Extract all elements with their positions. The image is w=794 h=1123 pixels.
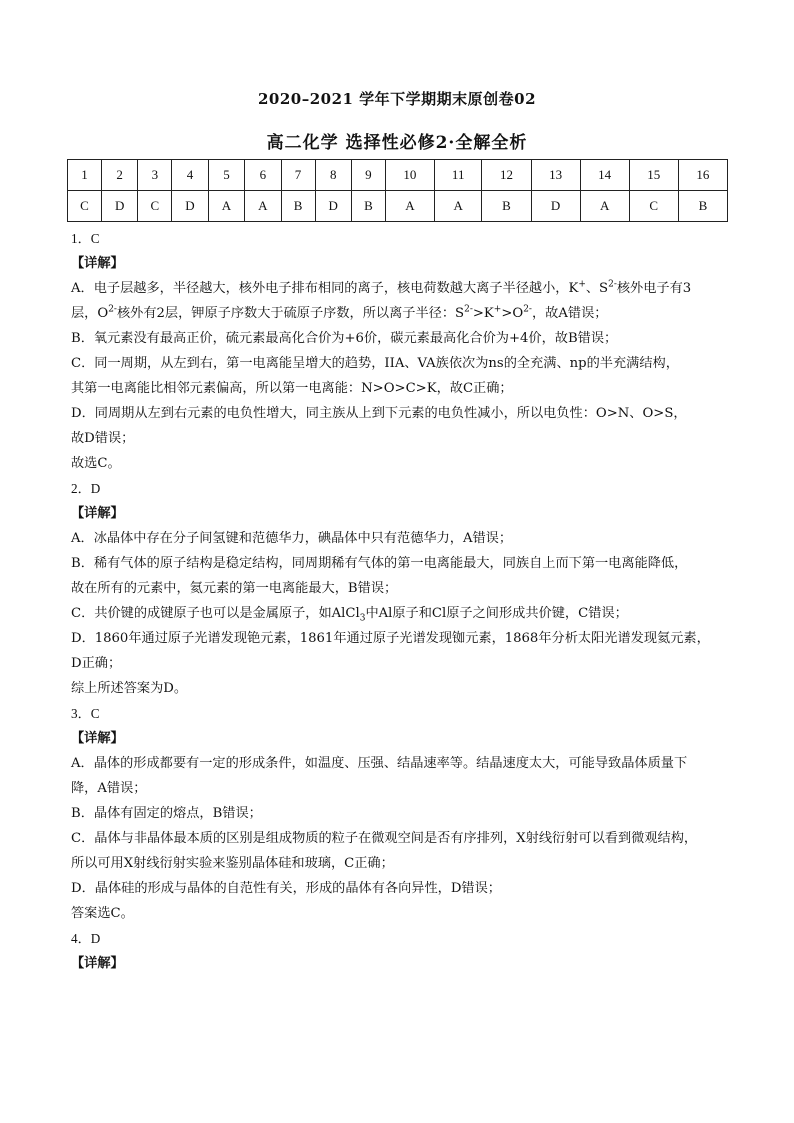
question-number: 3．C [71, 706, 100, 721]
table-cell-number: 5 [208, 160, 244, 191]
question-number: 4．D [71, 931, 101, 946]
solutions-body [71, 226, 731, 976]
table-cell-answer: B [482, 191, 531, 222]
table-cell-answer: D [531, 191, 580, 222]
solution-line: 所以可用X射线衍射实验来鉴别晶体硅和玻璃，C正确； [71, 856, 394, 871]
solution-line: B．晶体有固定的熔点，B错误； [71, 806, 262, 821]
detail-label: 【详解】 [71, 256, 124, 271]
conclusion-line: 综上所述答案为D。 [71, 681, 188, 696]
table-cell-answer: A [580, 191, 629, 222]
solution-line: 其第一电离能比相邻元素偏高，所以第一电离能：N>O>C>K，故C正确； [71, 381, 513, 396]
answer-table-numbers-row [68, 160, 728, 191]
table-cell-answer: A [385, 191, 434, 222]
text-run: >O [501, 306, 524, 321]
table-cell-number: 13 [531, 160, 580, 191]
solution-line: D．同周期从左到右元素的电负性增大，同主族从上到下元素的电负性减小，所以电负性：O>N、O>S， [71, 406, 687, 421]
table-cell-answer: B [281, 191, 315, 222]
superscript: + [493, 304, 502, 315]
solution-line: A．冰晶体中存在分子间氢键和范德华力，碘晶体中只有范德华力，A错误； [71, 531, 513, 546]
solution-line: B．稀有气体的原子结构是稳定结构，同周期稀有气体的第一电离能最大，同族自上而下第一电离能降低， [71, 556, 688, 571]
table-cell-answer: B [678, 191, 727, 222]
table-cell-answer: C [138, 191, 172, 222]
solution-line: D正确； [71, 656, 122, 671]
text-run: 、S [585, 281, 609, 296]
solution-line [71, 276, 731, 301]
exam-title: 2020–2021 学年下学期期末原创卷02 [257, 90, 537, 108]
solution-line: 故D错误； [71, 431, 135, 446]
detail-label: 【详解】 [71, 956, 124, 971]
table-cell-answer: D [315, 191, 351, 222]
table-cell-number: 11 [434, 160, 481, 191]
table-cell-number: 14 [580, 160, 629, 191]
table-cell-answer: A [208, 191, 244, 222]
table-cell-number: 10 [385, 160, 434, 191]
superscript: 2- [608, 279, 617, 290]
table-cell-number: 1 [68, 160, 102, 191]
table-cell-answer: B [351, 191, 385, 222]
text-run: 层，O [71, 306, 109, 321]
answer-table [67, 159, 728, 222]
solution-line: C．同一周期，从左到右，第一电离能呈增大的趋势，IIA、VA族依次为ns的全充满、np的半充满结构， [71, 356, 679, 371]
text-run: 核外有2层，钾原子序数大于硫原子序数，所以离子半径：S [116, 306, 465, 321]
solution-line: D．晶体硅的形成与晶体的自范性有关，形成的晶体有各向异性，D错误； [71, 881, 501, 896]
text-run: A．电子层越多，半径越大，核外电子排布相同的离子，核电荷数越大离子半径越小，K [71, 281, 579, 296]
table-cell-answer: A [245, 191, 281, 222]
table-cell-number: 2 [101, 160, 137, 191]
detail-label: 【详解】 [71, 731, 124, 746]
detail-label: 【详解】 [71, 506, 124, 521]
question-number: 2．D [71, 481, 101, 496]
text-run: C．共价键的成键原子也可以是金属原子，如AlCl [71, 606, 360, 621]
superscript: 2- [108, 304, 117, 315]
solution-line: B．氧元素没有最高正价，硫元素最高化合价为+6价，碳元素最高化合价为+4价，故B错误； [71, 331, 618, 346]
solution-line: D．1860年通过原子光谱发现铯元素，1861年通过原子光谱发现铷元素，1868年分析太阳光谱发现氦元素， [71, 631, 710, 646]
solution-line: 降，A错误； [71, 781, 147, 796]
table-cell-number: 4 [172, 160, 208, 191]
table-cell-answer: C [629, 191, 678, 222]
table-cell-answer: A [434, 191, 481, 222]
text-run: 核外电子有3 [616, 281, 692, 296]
question-number: 1．C [71, 231, 100, 246]
table-cell-number: 8 [315, 160, 351, 191]
superscript: 2- [523, 304, 532, 315]
conclusion-line: 答案选C。 [71, 906, 134, 921]
table-cell-number: 15 [629, 160, 678, 191]
table-cell-answer: C [68, 191, 102, 222]
table-cell-number: 9 [351, 160, 385, 191]
text-run: >K [472, 306, 494, 321]
text-run: ，故A错误； [531, 306, 608, 321]
conclusion-line: 故选C。 [71, 456, 121, 471]
subscript: 3 [359, 613, 366, 624]
table-cell-answer: D [172, 191, 208, 222]
exam-subtitle: 高二化学 选择性必修2·全解全析 [266, 133, 528, 153]
table-cell-number: 16 [678, 160, 727, 191]
table-cell-number: 6 [245, 160, 281, 191]
table-cell-answer: D [101, 191, 137, 222]
superscript: + [578, 279, 586, 290]
solution-line: 故在所有的元素中，氦元素的第一电离能最大，B错误； [71, 581, 398, 596]
solution-line: C．晶体与非晶体最本质的区别是组成物质的粒子在微观空间是否有序排列，X射线衍射可以看到微观结构， [71, 831, 698, 846]
solution-line: A．晶体的形成都要有一定的形成条件，如温度、压强、结晶速率等。结晶速度太大，可能导致晶体质量下 [71, 756, 688, 771]
solution-line [71, 601, 731, 626]
superscript: 2- [464, 304, 473, 315]
table-cell-number: 12 [482, 160, 531, 191]
table-cell-number: 3 [138, 160, 172, 191]
text-run: 中Al原子和Cl原子之间形成共价键，C错误； [365, 606, 628, 621]
table-cell-number: 7 [281, 160, 315, 191]
answer-table-answers-row [68, 191, 728, 222]
solution-line [71, 301, 731, 326]
